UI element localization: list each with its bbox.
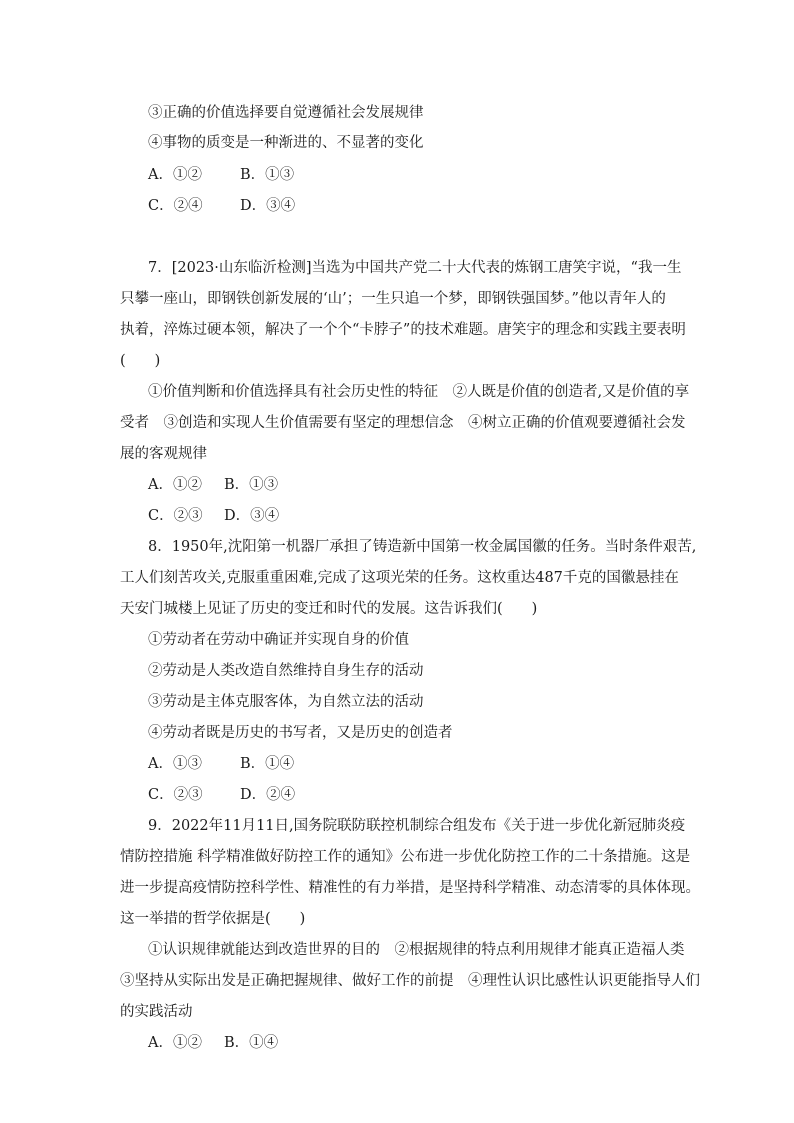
q9-statements-line-2: ③坚持从实际出发是正确把握规律、做好工作的前提 ④理性认识比感性认识更能指导人们 [120, 973, 700, 989]
q8-statement-3: ③劳动是主体克服客体，为自然立法的活动 [148, 694, 424, 710]
option-d: D．②④ [240, 787, 296, 803]
option-d: D．③④ [240, 198, 296, 214]
q9-stem-line-3: 进一步提高疫情防控科学性、精准性的有力举措，是坚持科学精准、动态清零的具体体现。 [120, 880, 700, 896]
q7-stem-line-1: 7．[2023·山东临沂检测]当选为中国共产党二十大代表的炼钢工唐笑宇说，“我一生 [148, 260, 682, 276]
q9-options-row-1 [148, 1033, 279, 1053]
option-c: C．②③ [148, 508, 203, 524]
option-a: A．①② [148, 477, 202, 493]
q8-stem-line-1: 8．1950年,沈阳第一机器厂承担了铸造新中国第一枚金属国徽的任务。当时条件艰苦, [148, 539, 697, 555]
q9-stem-line-4: 这一举措的哲学依据是( ) [120, 911, 306, 927]
option-c: C．②④ [148, 198, 203, 214]
q7-options-row-2 [148, 506, 280, 526]
q6-statement-4: ④事物的质变是一种渐进的、不显著的变化 [148, 135, 424, 151]
q7-statements-line-2: 受者 ③创造和实现人生价值需要有坚定的理想信念 ④树立正确的价值观要遵循社会发 [120, 415, 686, 431]
q6-options-row-1 [148, 165, 295, 185]
option-a: A．①② [148, 1035, 202, 1051]
option-c: C．②③ [148, 787, 203, 803]
q7-answer-blank: ( ) [120, 353, 161, 369]
q7-stem-line-2: 只攀一座山，即钢铁创新发展的‘山’；一生只追一个梦，即钢铁强国梦。”他以青年人的 [120, 291, 666, 307]
q9-statements-line-1: ①认识规律就能达到改造世界的目的 ②根据规律的特点利用规律才能真正造福人类 [148, 942, 685, 958]
q9-statements-line-3: 的实践活动 [120, 1004, 193, 1020]
q9-stem-line-1: 9．2022年11月11日,国务院联防联控机制综合组发布《关于进一步优化新冠肺炎疫 [148, 818, 686, 834]
q7-stem-line-3: 执着，淬炼过硬本领，解决了一个个“卡脖子”的技术难题。唐笑宇的理念和实践主要表明 [120, 322, 686, 338]
q7-statements-line-1: ①价值判断和价值选择具有社会历史性的特征 ②人既是价值的创造者,又是价值的享 [148, 384, 690, 400]
q8-statement-1: ①劳动者在劳动中确证并实现自身的价值 [148, 632, 409, 648]
option-d: D．③④ [224, 508, 280, 524]
q8-options-row-1 [148, 754, 295, 774]
option-b: B．①③ [240, 167, 295, 183]
option-b: B．①③ [224, 477, 279, 493]
option-a: A．①② [148, 167, 202, 183]
q8-options-row-2 [148, 785, 296, 805]
q9-stem-line-2: 情防控措施 科学精准做好防控工作的通知》公布进一步优化防控工作的二十条措施。这是 [120, 849, 691, 865]
q8-statement-4: ④劳动者既是历史的书写者，又是历史的创造者 [148, 725, 453, 741]
q6-options-row-2 [148, 196, 296, 216]
q8-stem-line-3: 天安门城楼上见证了历史的变迁和时代的发展。这告诉我们( ) [120, 601, 538, 617]
q7-options-row-1 [148, 475, 279, 495]
option-a: A．①③ [148, 756, 202, 772]
q6-statement-3: ③正确的价值选择要自觉遵循社会发展规律 [148, 105, 424, 121]
q8-stem-line-2: 工人们刻苦攻关,克服重重困难,完成了这项光荣的任务。这枚重达487千克的国徽悬挂在 [120, 570, 679, 586]
option-b: B．①④ [240, 756, 295, 772]
q7-statements-line-3: 展的客观规律 [120, 446, 207, 462]
q8-statement-2: ②劳动是人类改造自然维持自身生存的活动 [148, 663, 424, 679]
option-b: B．①④ [224, 1035, 279, 1051]
